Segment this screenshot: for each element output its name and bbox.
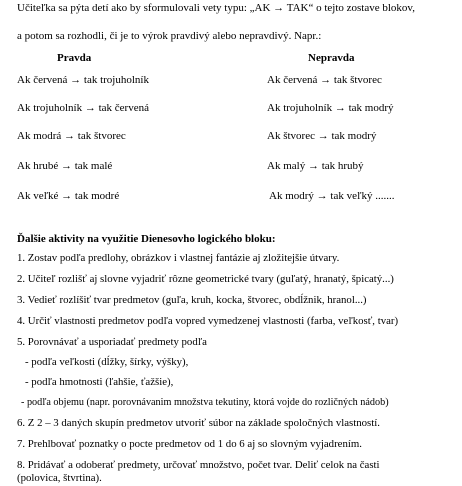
activity-subitem-volume: - podľa objemu (napr. porovnávanim množstva tekutiny, ktorá vojde do rozličných nádob)	[21, 397, 389, 408]
true-statement-4: Ak hrubé → tak malé	[17, 160, 113, 172]
false-statement-1: Ak červená → tak štvorec	[267, 74, 382, 86]
true-statement-3: Ak modrá → tak štvorec	[17, 130, 126, 142]
false-statement-5: Ak modrý → tak veľký .......	[269, 190, 395, 202]
false-statement-3: Ak štvorec → tak modrý	[267, 130, 377, 142]
true-statement-1: Ak červená → tak trojuholník	[17, 74, 149, 86]
activity-subitem-size: - podľa veľkosti (dĺžky, šírky, výšky),	[25, 356, 189, 368]
activity-item-4: 4. Určiť vlastnosti predmetov podľa vopred vymedzenej vlastnosti (farba, veľkosť, tvar)	[17, 315, 399, 327]
left-column-heading: Pravda	[57, 52, 92, 64]
false-statement-2: Ak trojuholník → tak modrý	[267, 102, 394, 114]
activity-item-5: 5. Porovnávať a usporiadať predmety podľa	[17, 336, 207, 348]
activity-item-7: 7. Prehlbovať poznatky o pocte predmetov od 1 do 6 aj so slovným vyjadrením.	[17, 438, 362, 450]
true-statement-2: Ak trojuholník → tak červená	[17, 102, 149, 114]
intro-line-1: Učiteľka sa pýta detí ako by sformulovali vety typu: „AK → TAK“ o tejto zostave blokov,	[17, 2, 415, 14]
right-column-heading: Nepravda	[308, 52, 355, 64]
activity-subitem-weight: - podľa hmotnosti (ľahšie, ťažšie),	[25, 376, 174, 388]
activities-title: Ďalšie aktivity na využitie Dienesovho logického bloku:	[17, 233, 276, 245]
activity-item-8-continuation: (polovica, štvrtina).	[17, 472, 102, 484]
activity-item-2: 2. Učiteľ rozlišť aj slovne vyjadriť rôzne geometrické tvary (guľatý, hranatý, špicatý...)	[17, 273, 394, 285]
intro-line-2: a potom sa rozhodli, či je to výrok pravdivý alebo nepravdivý. Napr.:	[17, 30, 322, 42]
false-statement-4: Ak malý → tak hrubý	[267, 160, 364, 172]
activity-item-8: 8. Pridávať a odoberať predmety, určovať množstvo, počet tvar. Deliť celok na časti	[17, 459, 380, 471]
activity-item-3: 3. Vedieť rozlíšiť tvar predmetov (guľa, kruh, kocka, štvorec, obdĺžnik, hranol...)	[17, 294, 367, 306]
true-statement-5: Ak veľké → tak modré	[17, 190, 120, 202]
activity-item-1: 1. Zostav podľa predlohy, obrázkov i vlastnej fantázie aj zložitejšie útvary.	[17, 252, 340, 264]
activity-item-6: 6. Z 2 – 3 daných skupín predmetov utvoriť súbor na základe spoločných vlastností.	[17, 417, 380, 429]
